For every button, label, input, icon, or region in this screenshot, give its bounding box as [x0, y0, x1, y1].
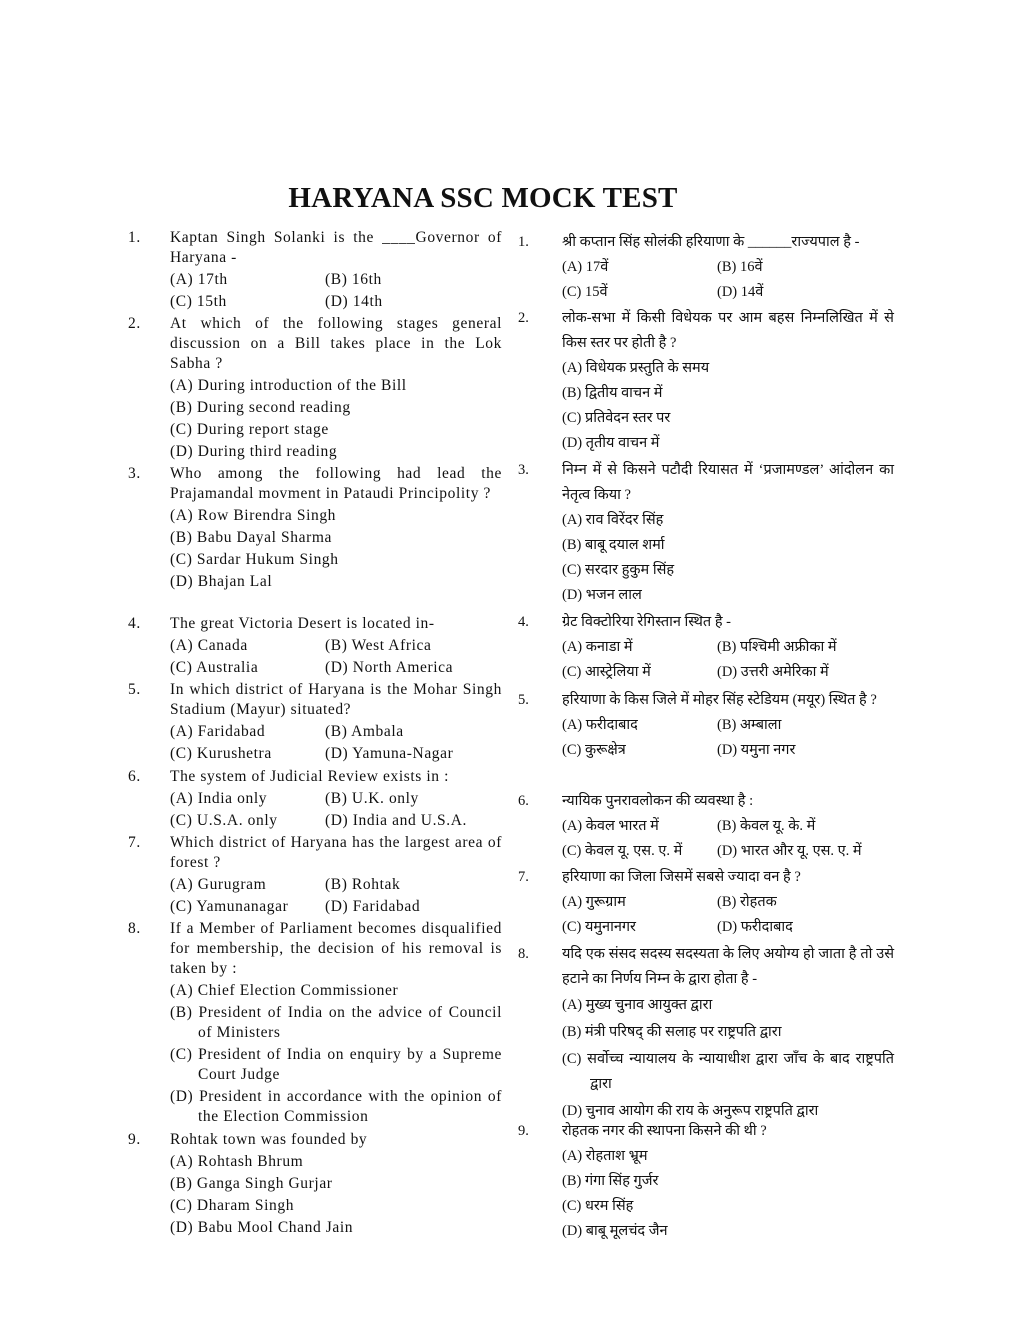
option-d: (D) चुनाव आयोग की राय के अनुरूप राष्ट्रपति द्वारा [562, 1103, 819, 1119]
option-a: (A) Gurugram [170, 876, 267, 893]
question-en-2 [128, 314, 502, 463]
option-c: (C) प्रतिवेदन स्तर पर [562, 410, 671, 426]
question-text: न्यायिक पुनरावलोकन की व्यवस्था है : [562, 793, 754, 809]
question-number: 3. [128, 465, 141, 482]
question-text: यदि एक संसद सदस्य सदस्यता के लिए अयोग्य हो जाता है तो उसे हटाने का निर्णय निम्न के द्वारा होता है - [562, 946, 894, 987]
option-a: (A) रोहताश भ्रूम [562, 1148, 648, 1164]
options [170, 788, 502, 832]
options [170, 269, 502, 313]
option-d: (D) तृतीय वाचन में [562, 435, 660, 451]
option-c: (C) केवल यू. एस. ए. में [562, 843, 683, 859]
options [170, 980, 502, 1128]
option-c: (C) आस्ट्रेलिया में [562, 664, 651, 680]
question-hi-7 [518, 865, 894, 940]
option-b: (B) Babu Dayal Sharma [170, 529, 332, 546]
option-d: (D) बाबू मूलचंद जैन [562, 1223, 668, 1239]
options [170, 721, 502, 765]
question-text: श्री कप्तान सिंह सोलंकी हरियाणा के ______राज्यपाल है - [562, 234, 860, 250]
question-text: At which of the following stages general discussion on a Bill takes place in the Lok Sabha ? [170, 315, 502, 372]
question-number: 9. [128, 1131, 141, 1148]
option-a: (A) Canada [170, 637, 248, 654]
option-d: (D) Faridabad [325, 898, 421, 915]
question-text: निम्न में से किसने पटौदी रियासत में ‘प्रजामण्डल’ आंदोलन का नेतृत्व किया ? [562, 462, 894, 503]
option-c: (C) During report stage [170, 421, 329, 438]
question-en-1 [128, 228, 502, 313]
question-text: रोहतक नगर की स्थापना किसने की थी ? [562, 1123, 767, 1139]
question-en-8 [128, 919, 502, 1128]
options [562, 890, 894, 940]
option-a: (A) Chief Election Commissioner [170, 982, 399, 999]
question-number: 2. [518, 310, 529, 326]
option-a: (A) India only [170, 790, 268, 807]
question-number: 7. [518, 869, 529, 885]
option-c: (C) यमुनानगर [562, 919, 636, 935]
option-a: (A) Faridabad [170, 723, 266, 740]
question-text: ग्रेट विक्टोरिया रेगिस्तान स्थित है - [562, 614, 731, 630]
option-b: (B) रोहतक [717, 894, 777, 910]
question-en-5 [128, 680, 502, 765]
option-b: (B) U.K. only [325, 790, 419, 807]
question-hi-9 [518, 1119, 894, 1244]
question-number: 4. [128, 615, 141, 632]
option-d: (D) Yamuna-Nagar [325, 745, 454, 762]
option-a: (A) राव विरेंदर सिंह [562, 512, 664, 528]
option-b: (B) केवल यू. के. में [717, 818, 816, 834]
option-c: (C) Sardar Hukum Singh [170, 551, 339, 568]
options [170, 1151, 502, 1239]
question-en-7 [128, 833, 502, 918]
option-c: (C) Kurushetra [170, 745, 272, 762]
question-en-9 [128, 1130, 502, 1239]
option-b: (B) During second reading [170, 399, 351, 416]
question-text: If a Member of Parliament becomes disqualified for membership, the decision of his removal is taken by : [170, 920, 502, 977]
question-number: 1. [518, 234, 529, 250]
question-text: लोक-सभा में किसी विधेयक पर आम बहस निम्नलिखित में से किस स्तर पर होती है ? [562, 310, 894, 351]
option-b: (B) पश्चिमी अफ्रीका में [717, 639, 837, 655]
option-b: (B) द्वितीय वाचन में [562, 385, 663, 401]
option-b: (B) Rohtak [325, 876, 401, 893]
option-a: (A) 17वें [562, 259, 609, 275]
question-number: 5. [128, 681, 141, 698]
option-c: (C) कुरूक्षेत्र [562, 742, 626, 758]
option-d: (D) President in accordance with the opinion of the Election Commission [170, 1088, 502, 1125]
question-text: Rohtak town was founded by [170, 1131, 368, 1148]
option-c: (C) President of India on enquiry by a Supreme Court Judge [170, 1046, 502, 1083]
options [562, 713, 894, 763]
question-number: 8. [518, 946, 529, 962]
option-c: (C) Australia [170, 659, 259, 676]
option-d: (D) भारत और यू. एस. ए. में [717, 843, 862, 859]
option-d: (D) उत्तरी अमेरिका में [717, 664, 829, 680]
option-d: (D) यमुना नगर [717, 742, 796, 758]
question-number: 2. [128, 315, 141, 332]
options [562, 356, 894, 456]
option-d: (D) North America [325, 659, 454, 676]
option-a: (A) विधेयक प्रस्तुति के समय [562, 360, 710, 376]
question-hi-8 [518, 942, 894, 1125]
question-text: In which district of Haryana is the Mohar Singh Stadium (Mayur) situated? [170, 681, 502, 718]
option-a: (A) During introduction of the Bill [170, 377, 407, 394]
question-en-6 [128, 767, 502, 832]
question-text: हरियाणा के किस जिले में मोहर सिंह स्टेडियम (मयूर) स्थित है ? [562, 692, 877, 708]
question-number: 6. [128, 768, 141, 785]
option-b: (B) 16th [325, 271, 382, 288]
option-c: (C) 15वें [562, 284, 608, 300]
option-b: (B) गंगा सिंह गुर्जर [562, 1173, 659, 1189]
option-d: (D) फरीदाबाद [717, 919, 793, 935]
question-hi-4 [518, 610, 894, 685]
option-b: (B) 16वें [717, 259, 763, 275]
question-number: 9. [518, 1123, 529, 1139]
option-c: (C) सर्वोच्च न्यायालय के न्यायाधीश द्वारा जाँच के बाद राष्ट्रपति द्वारा [562, 1051, 894, 1092]
question-hi-5 [518, 688, 894, 763]
option-a: (A) 17th [170, 271, 228, 288]
question-hi-3 [518, 458, 894, 608]
options [170, 505, 502, 593]
option-d: (D) 14th [325, 293, 383, 310]
question-number: 5. [518, 692, 529, 708]
option-c: (C) धरम सिंह [562, 1198, 634, 1214]
option-a: (A) गुरूग्राम [562, 894, 626, 910]
question-text: Which district of Haryana has the largest area of forest ? [170, 834, 502, 871]
option-b: (B) President of India on the advice of Council of Ministers [170, 1004, 502, 1041]
options [562, 635, 894, 685]
question-text: The system of Judicial Review exists in : [170, 768, 450, 785]
option-b: (B) मंत्री परिषद् की सलाह पर राष्ट्रपति द्वारा [562, 1024, 782, 1040]
option-b: (B) Ganga Singh Gurjar [170, 1175, 333, 1192]
options [170, 375, 502, 463]
option-d: (D) Bhajan Lal [170, 573, 273, 590]
option-c: (C) U.S.A. only [170, 812, 278, 829]
question-text: Kaptan Singh Solanki is the ____Governor of Haryana - [170, 229, 502, 266]
question-en-3 [128, 464, 502, 593]
question-number: 1. [128, 229, 141, 246]
question-hi-2 [518, 306, 894, 456]
options [170, 635, 502, 679]
question-text: Who among the following had lead the Prajamandal movment in Pataudi Principolity ? [170, 465, 502, 502]
option-a: (A) Rohtash Bhrum [170, 1153, 304, 1170]
option-d: (D) During third reading [170, 443, 338, 460]
option-c: (C) 15th [170, 293, 227, 310]
question-number: 3. [518, 462, 529, 478]
options [562, 814, 894, 864]
option-a: (A) Row Birendra Singh [170, 507, 337, 524]
option-c: (C) सरदार हुकुम सिंह [562, 562, 675, 578]
options [562, 508, 894, 608]
option-c: (C) Yamunanagar [170, 898, 289, 915]
question-number: 6. [518, 793, 529, 809]
question-number: 7. [128, 834, 141, 851]
option-b: (B) Ambala [325, 723, 404, 740]
option-d: (D) Babu Mool Chand Jain [170, 1219, 354, 1236]
options [562, 992, 894, 1125]
option-a: (A) कनाडा में [562, 639, 633, 655]
option-d: (D) India and U.S.A. [325, 812, 468, 829]
question-number: 4. [518, 614, 529, 630]
question-hi-6 [518, 789, 894, 864]
option-b: (B) West Africa [325, 637, 432, 654]
question-hi-1 [518, 230, 894, 305]
option-b: (B) अम्बाला [717, 717, 782, 733]
question-text: हरियाणा का जिला जिसमें सबसे ज्यादा वन है ? [562, 869, 801, 885]
question-en-4 [128, 614, 502, 679]
option-a: (A) केवल भारत में [562, 818, 659, 834]
options [562, 1144, 894, 1244]
options [562, 255, 894, 305]
page-title: HARYANA SSC MOCK TEST [288, 182, 678, 214]
options [170, 874, 502, 918]
question-number: 8. [128, 920, 141, 937]
option-d: (D) 14वें [717, 284, 764, 300]
option-b: (B) बाबू दयाल शर्मा [562, 537, 665, 553]
option-c: (C) Dharam Singh [170, 1197, 295, 1214]
option-a: (A) मुख्य चुनाव आयुक्त द्वारा [562, 997, 713, 1013]
option-d: (D) भजन लाल [562, 587, 642, 603]
question-text: The great Victoria Desert is located in- [170, 615, 435, 632]
option-a: (A) फरीदाबाद [562, 717, 638, 733]
